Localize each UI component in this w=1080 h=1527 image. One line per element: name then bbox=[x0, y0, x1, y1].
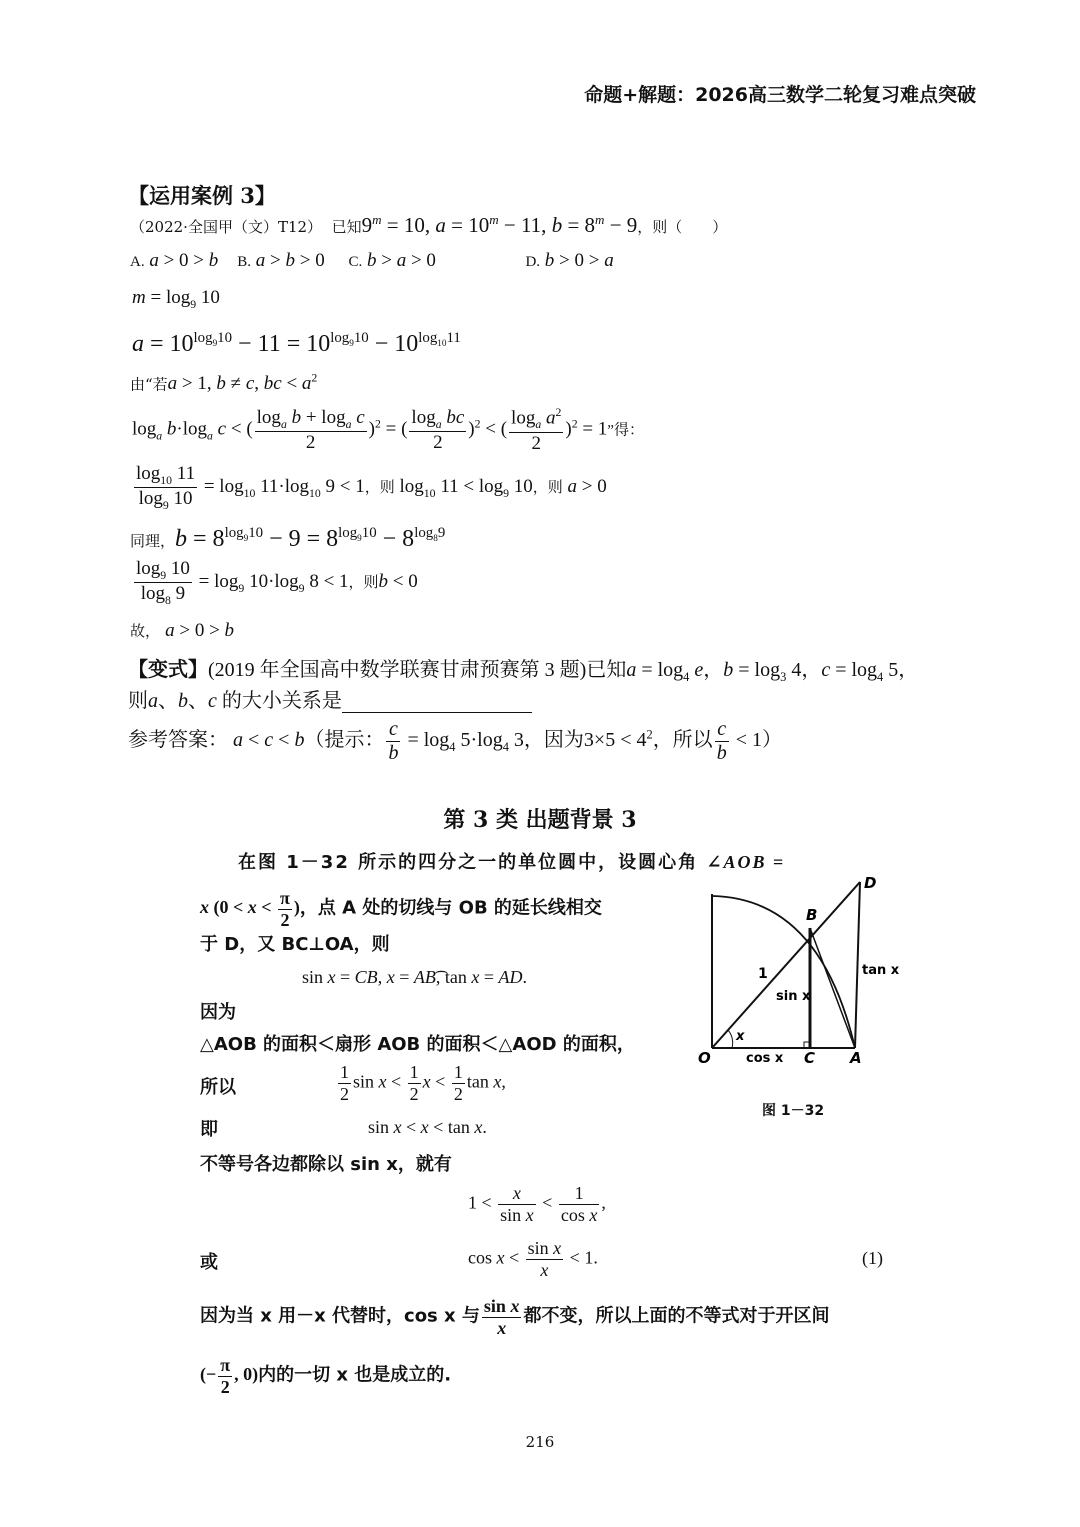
book-because: 因为 bbox=[200, 1002, 236, 1023]
variant-question: 则a、b、c 的大小关系是 bbox=[128, 684, 532, 713]
label-d: D bbox=[864, 874, 877, 892]
step-b: 同理，$b = 8^{log_910} - 9 = 8^{log_910} - 8^{log_89}$ bbox=[130, 525, 446, 552]
book-eq2: $\frac{1}{2}$ sin x < $\frac{1}{2}$ x < $\frac{1}{2}$ tan x, bbox=[340, 1062, 506, 1104]
label-one: 1 bbox=[758, 966, 768, 982]
book-last1: 因为当 x 用－x 代替时，cos x 与 $\frac{\text{sin x}}{x}$ 都不变，所以上面的不等式对于开区间 bbox=[200, 1296, 830, 1338]
label-cosx: cos x bbox=[746, 1051, 784, 1066]
unit-circle-figure bbox=[690, 868, 900, 1068]
math-m: $m = \log_9 10$ bbox=[132, 287, 220, 311]
book-eq5: cos x < $\frac{\text{sin x}}{x}$ < 1. bbox=[468, 1238, 598, 1280]
label-tanx: tan x bbox=[862, 963, 900, 978]
label-b: B bbox=[806, 906, 818, 924]
book-eq1: sin x = CB, x = AB͡, tan x = AD. bbox=[302, 967, 527, 987]
angle-arc bbox=[728, 1030, 733, 1048]
label-o: O bbox=[698, 1049, 711, 1067]
label-x: x bbox=[736, 1029, 745, 1044]
math-a: $a = 10^{log_910} - 11 = 10^{log_910} - 10^{log_{10}11}$ bbox=[132, 330, 461, 357]
variant-answer: 参考答案： a < c < b（提示： $\frac{c}{b}$ = $\log_4 5\cdot\log_4$ 3，因为$3\times 5 < 4^2$，所以 $\frac{c}{b}$ < 1） bbox=[128, 718, 782, 764]
book-p1: 在图 1－32 所示的四分之一的单位圆中，设圆心角 ∠AOB = bbox=[238, 852, 786, 873]
book-ie: 即 bbox=[200, 1119, 218, 1140]
book-divide: 不等号各边都除以 sin x，就有 bbox=[200, 1154, 452, 1175]
lemma: 由“若a > 1, b ≠ c, bc < $a^2$ bbox=[130, 372, 318, 395]
label-c: C bbox=[804, 1049, 816, 1067]
book-last2: (− $\frac{\pi}{2}$ , 0)内的一切 x 也是成立的. bbox=[200, 1355, 452, 1397]
book-p3: 于 D，又 BC⊥OA，则 bbox=[200, 934, 390, 955]
label-a: A bbox=[850, 1049, 862, 1067]
section-title: 第 3 类 出题背景 3 bbox=[443, 807, 637, 833]
book-p2: x (0 < x < $\frac{\pi}{2}$ )，点 A 处的切线与 OB 的延长线相交 bbox=[200, 888, 602, 930]
case-problem: （2022·全国甲（文）T12） 已知$9^m = 10$, $a = 10^m - 11$, $b = 8^m - 9$，则（ ） bbox=[130, 212, 728, 237]
book-so: 所以 bbox=[200, 1077, 236, 1098]
answer-blank bbox=[342, 692, 532, 713]
book-areas: △AOB 的面积＜扇形 AOB 的面积＜△AOD 的面积， bbox=[200, 1034, 635, 1055]
eq-number: (1) bbox=[862, 1248, 883, 1268]
book-eq4: 1 < $\frac{x}{\text{sin x}}$ < $\frac{1}{\text{cos x}}$ , bbox=[468, 1183, 606, 1225]
book-or: 或 bbox=[200, 1252, 218, 1273]
segment-ba bbox=[810, 928, 855, 1048]
case-title: 【运用案例 3】 bbox=[128, 183, 276, 208]
label-sinx: sin x bbox=[776, 989, 811, 1004]
lemma-ineq: $\log_a b\cdot\log_a$ c < ( $\frac{\log_a b + \log_a c}{2}$ )$^2$ = ( $\frac{\log_a bc}{2}$ )$^2$ < ( $\frac{\log_a a^2}{2}$ )$^2$ = 1”得： bbox=[132, 406, 644, 454]
page-number: 216 bbox=[525, 1433, 555, 1451]
figure-caption: 图 1－32 bbox=[762, 1103, 825, 1119]
step-b2: $\frac{\log_9 10}{\log_8 9}$ = $\log_9 10\cdot\log_9$ 8 < 1，则b < 0 bbox=[136, 558, 418, 608]
variant-problem: 【变式】(2019 年全国高中数学联赛甘肃预赛第 3 题)已知$a = \log_4 e$，$b = \log_3 4$，$c = \log_4 5$， bbox=[128, 659, 919, 684]
step-a: $\frac{\log_{10} 11}{\log_9 10}$ = $\log_{10} 11\cdot\log_{10}$ 9 < 1，则 $\log_{10} 11 < \log_9 10$，则 a > 0 bbox=[136, 463, 607, 513]
case-options: A. a > 0 > b B. a > b > 0 C. b > a > 0 D. b > 0 > a bbox=[130, 250, 614, 271]
conclusion: 故， a > 0 > b bbox=[130, 620, 235, 641]
tangent-ad bbox=[855, 882, 860, 1048]
line-od bbox=[712, 882, 860, 1048]
book-eq3: sin x < x < tan x. bbox=[368, 1117, 487, 1137]
page-header: 命题+解题：2026高三数学二轮复习难点突破 bbox=[584, 84, 976, 106]
